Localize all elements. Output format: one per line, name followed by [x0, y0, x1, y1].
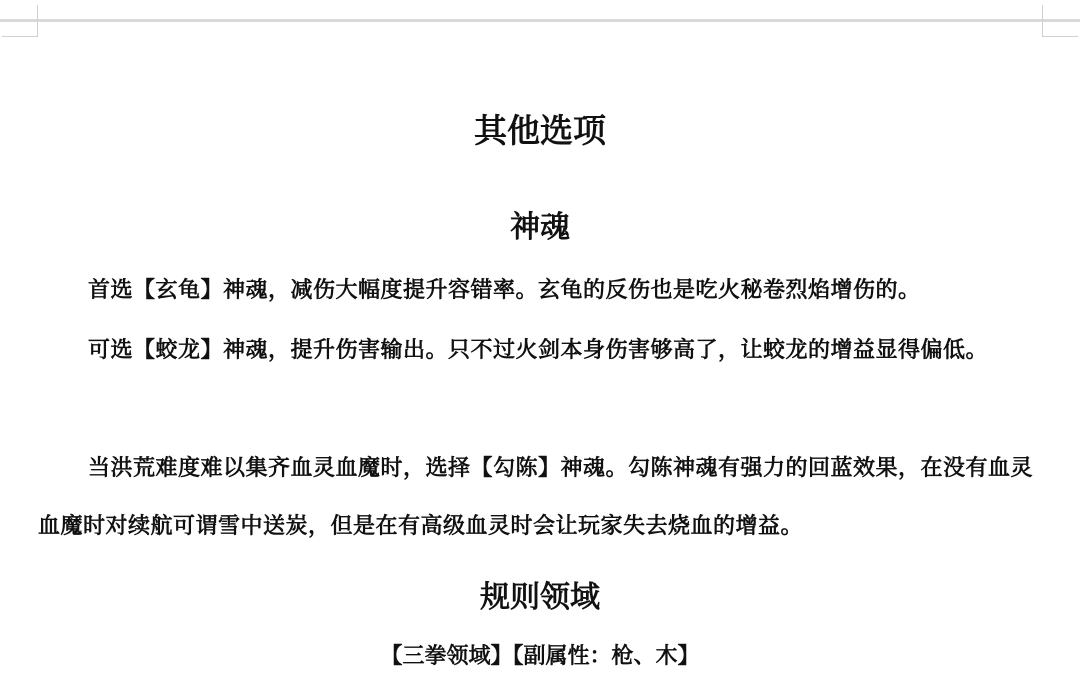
section-heading-guize-lingyu: 规则领域 — [480, 580, 600, 615]
paragraph-xuangui: 首选【玄龟】神魂，减伤大幅度提升容错率。玄龟的反伤也是吃火秘卷烈焰增伤的。 — [88, 278, 921, 303]
page-corner-marker-right — [1042, 5, 1078, 37]
paragraph-jiaolong: 可选【蛟龙】神魂，提升伤害输出。只不过火剑本身伤害够高了，让蛟龙的增益显得偏低。 — [88, 338, 989, 363]
paragraph-gouchen: 当洪荒难度难以集齐血灵血魔时，选择【勾陈】神魂。勾陈神魂有强力的回蓝效果，在没有血灵血魔时对续航可谓雪中送炭，但是在有高级血灵时会让玩家失去烧血的增益。 — [38, 456, 1034, 539]
page-corner-marker-left — [2, 5, 38, 37]
domain-attributes-line: 【三拳领域】【副属性：枪、木】 — [380, 644, 700, 669]
document-title: 其他选项 — [474, 111, 606, 150]
page-top-border — [0, 19, 1080, 22]
section-heading-shenhun: 神魂 — [510, 210, 570, 245]
